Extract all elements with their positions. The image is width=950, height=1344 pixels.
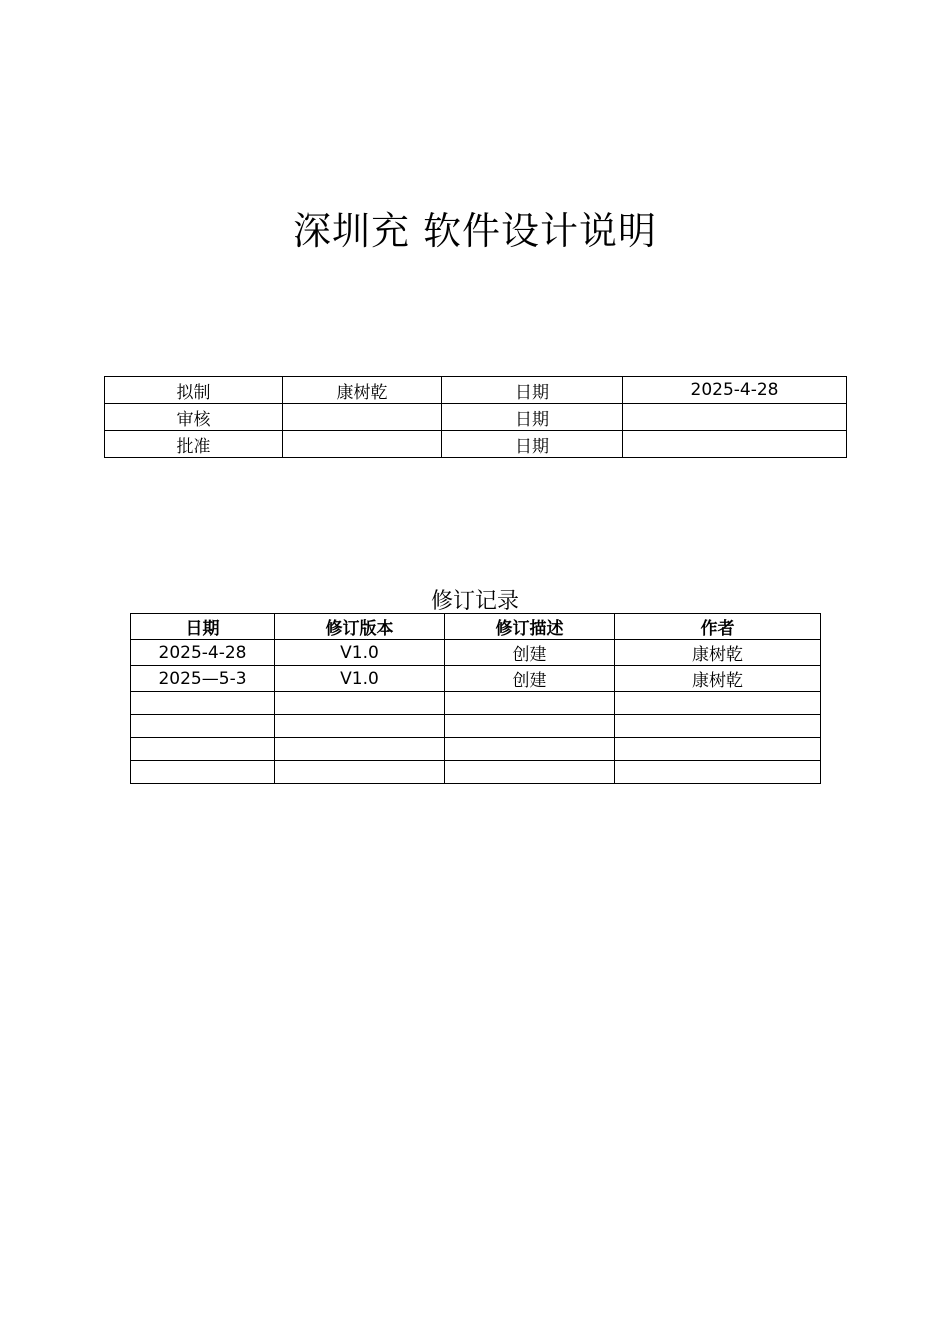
approval-name-cell: 康树乾 bbox=[283, 377, 442, 404]
revision-author-cell: 康树乾 bbox=[615, 640, 821, 666]
revision-author-cell bbox=[615, 692, 821, 715]
approval-row-review bbox=[105, 404, 847, 431]
revision-date-cell bbox=[131, 761, 275, 784]
revision-date-cell bbox=[131, 715, 275, 738]
approval-date-label: 日期 bbox=[442, 377, 623, 404]
approval-date-cell: 2025-4-28 bbox=[623, 377, 847, 404]
revision-date-cell bbox=[131, 692, 275, 715]
revision-header-description: 修订描述 bbox=[445, 614, 615, 640]
approval-name-cell bbox=[283, 431, 442, 458]
revision-description-cell: 创建 bbox=[445, 640, 615, 666]
revision-version-cell bbox=[275, 692, 445, 715]
revision-author-cell bbox=[615, 715, 821, 738]
revision-description-cell bbox=[445, 761, 615, 784]
revision-description-cell bbox=[445, 715, 615, 738]
revision-version-cell bbox=[275, 738, 445, 761]
revision-version-cell bbox=[275, 761, 445, 784]
revision-description-cell: 创建 bbox=[445, 666, 615, 692]
revision-description-cell bbox=[445, 738, 615, 761]
approval-date-label: 日期 bbox=[442, 404, 623, 431]
revision-header-version: 修订版本 bbox=[275, 614, 445, 640]
revision-version-cell bbox=[275, 715, 445, 738]
revision-description-cell bbox=[445, 692, 615, 715]
revision-date-cell: 2025-4-28 bbox=[131, 640, 275, 666]
revision-header-row bbox=[131, 614, 821, 640]
approval-row-approve bbox=[105, 431, 847, 458]
approval-table bbox=[104, 376, 847, 458]
table-row bbox=[131, 738, 821, 761]
approval-role-cell: 拟制 bbox=[105, 377, 283, 404]
revision-header-author: 作者 bbox=[615, 614, 821, 640]
revision-table bbox=[130, 613, 821, 784]
revision-record-title: 修订记录 bbox=[430, 589, 519, 614]
revision-version-cell: V1.0 bbox=[275, 640, 445, 666]
approval-role-cell: 审核 bbox=[105, 404, 283, 431]
approval-date-cell bbox=[623, 404, 847, 431]
approval-date-label: 日期 bbox=[442, 431, 623, 458]
revision-date-cell: 2025—5-3 bbox=[131, 666, 275, 692]
document-title: 深圳充 软件设计说明 bbox=[292, 209, 658, 253]
table-row bbox=[131, 692, 821, 715]
table-row bbox=[131, 666, 821, 692]
revision-version-cell: V1.0 bbox=[275, 666, 445, 692]
revision-date-cell bbox=[131, 738, 275, 761]
table-row bbox=[131, 715, 821, 738]
revision-author-cell bbox=[615, 761, 821, 784]
approval-name-cell bbox=[283, 404, 442, 431]
approval-row-drafted bbox=[105, 377, 847, 404]
revision-header-date: 日期 bbox=[131, 614, 275, 640]
revision-author-cell bbox=[615, 738, 821, 761]
approval-date-cell bbox=[623, 431, 847, 458]
revision-author-cell: 康树乾 bbox=[615, 666, 821, 692]
approval-role-cell: 批准 bbox=[105, 431, 283, 458]
table-row bbox=[131, 761, 821, 784]
table-row bbox=[131, 640, 821, 666]
